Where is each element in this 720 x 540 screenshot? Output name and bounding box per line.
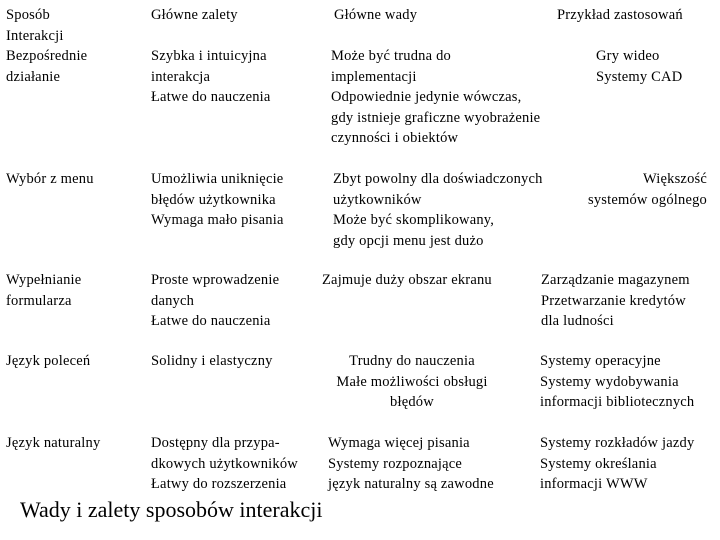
row-1-examples: Gry wideo Systemy CAD — [596, 48, 683, 85]
row-4-examples: Systemy operacyjne Systemy wydobywania informacji bibliotecznych — [540, 353, 695, 410]
row-2-advantages: Umożliwia uniknięcie błędów użytkownika Wymaga mało pisania — [151, 171, 284, 228]
row-2-examples: Większość systemów ogólnego — [588, 171, 707, 208]
row-2-style: Wybór z menu — [6, 171, 94, 187]
row-3-examples: Zarządzanie magazynem Przetwarzanie kredytów dla ludności — [541, 272, 690, 329]
slide-caption: Wady i zalety sposobów interakcji — [20, 497, 323, 522]
row-5-style: Język naturalny — [6, 435, 101, 451]
row-5-advantages: Dostępny dla przypa- dkowych użytkowników Łatwy do rozszerzenia — [151, 435, 298, 492]
header-main-advantages: Główne zalety — [151, 7, 238, 23]
row-4-style: Język poleceń — [6, 353, 91, 369]
row-1-style: Bezpośrednie działanie — [6, 48, 88, 85]
row-3-style: Wypełnianie formularza — [6, 272, 82, 309]
header-interaction-style: Sposób Interakcji — [6, 7, 64, 44]
header-main-disadvantages: Główne wady — [334, 7, 418, 23]
row-4-disadvantages: Trudny do nauczenia Małe możliwości obsługi błędów — [336, 353, 488, 410]
row-2-disadvantages: Zbyt powolny dla doświadczonych użytkowników Może być skomplikowany, gdy opcji menu jest dużo — [333, 171, 543, 249]
row-5-examples: Systemy rozkładów jazdy Systemy określania informacji WWW — [540, 435, 695, 492]
row-1-disadvantages: Może być trudna do implementacji Odpowiednie jedynie wówczas, gdy istnieje graficzne wyobrażenie czynności i obiektów — [331, 48, 541, 146]
row-5-disadvantages: Wymaga więcej pisania Systemy rozpoznające język naturalny są zawodne — [328, 435, 494, 492]
row-1-advantages: Szybka i intuicyjna interakcja Łatwe do nauczenia — [151, 48, 271, 105]
header-example-applications: Przykład zastosowań — [557, 7, 683, 23]
row-4-advantages: Solidny i elastyczny — [151, 353, 273, 369]
row-3-disadvantages: Zajmuje duży obszar ekranu — [322, 272, 492, 288]
row-3-advantages: Proste wprowadzenie danych Łatwe do nauczenia — [151, 272, 280, 329]
